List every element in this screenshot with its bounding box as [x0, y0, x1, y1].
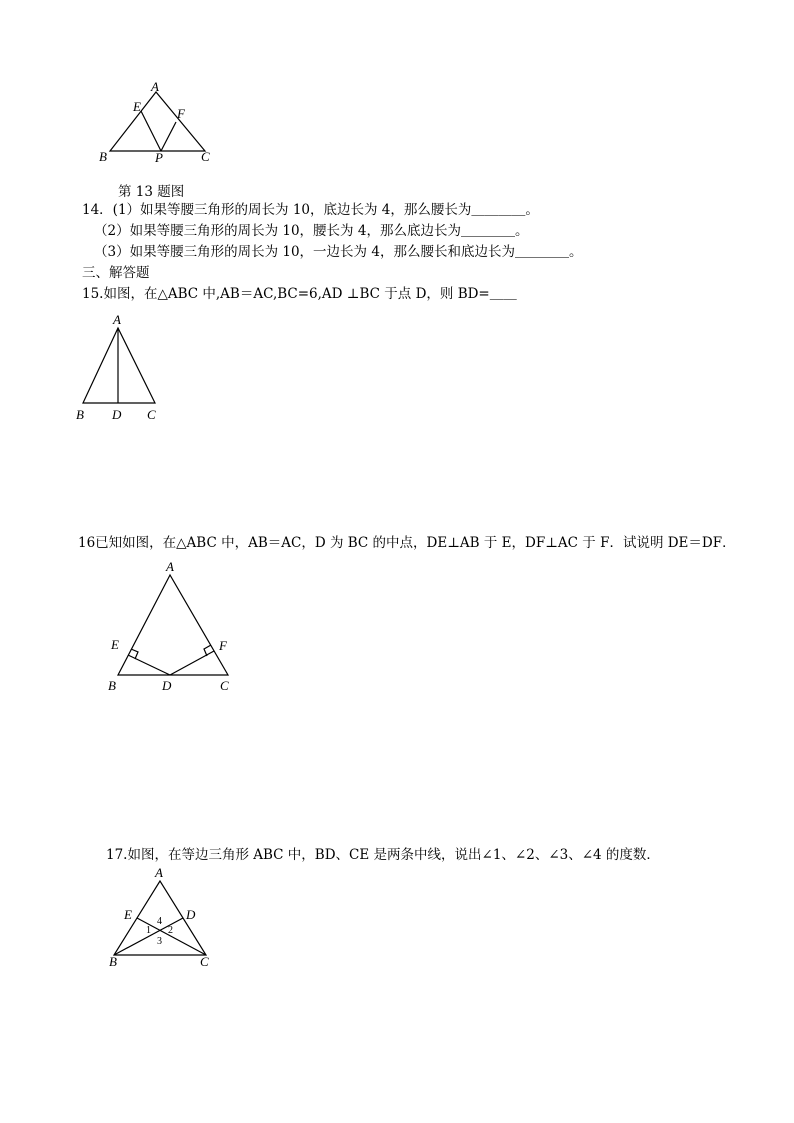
- fig13-label-b: B: [99, 149, 107, 164]
- fig13-caption: 第 13 题图: [118, 184, 185, 200]
- fig15-label-c: C: [147, 407, 156, 422]
- fig17-angle-2: 2: [168, 925, 173, 936]
- fig17-angle-4: 4: [157, 916, 162, 927]
- fig17-label-d: D: [186, 907, 196, 922]
- figure-13: [90, 80, 230, 170]
- fig13-triangle-abc: [110, 92, 205, 151]
- figure-15: [70, 310, 170, 425]
- fig13-label-e: E: [133, 99, 141, 114]
- fig16-label-f: F: [219, 638, 227, 653]
- fig17-label-a: A: [155, 865, 163, 880]
- fig16-label-e: E: [111, 637, 119, 652]
- q17-text: 17.如图，在等边三角形 ABC 中，BD、CE 是两条中线，说出∠1、∠2、∠3、∠4 的度数．: [106, 847, 660, 863]
- fig15-label-d: D: [112, 407, 122, 422]
- figure-16: [100, 555, 250, 700]
- fig15-triangle-abc: [83, 328, 155, 403]
- fig16-label-c: C: [220, 678, 229, 693]
- fig16-triangle-abc: [118, 575, 228, 675]
- fig15-label-a: A: [113, 312, 121, 327]
- fig13-label-f: F: [177, 106, 185, 121]
- q16-text: 16已知如图，在△ABC 中，AB＝AC，D 为 BC 的中点，DE⊥AB 于 E，DF⊥AC 于 F．试说明 DE＝DF．: [78, 535, 736, 551]
- q14-line-3: （3）如果等腰三角形的周长为 10，一边长为 4，那么腰长和底边长为＿＿＿＿。: [94, 244, 583, 260]
- fig13-label-p: P: [155, 150, 163, 165]
- fig17-label-b: B: [109, 954, 117, 969]
- fig13-label-c: C: [201, 149, 210, 164]
- fig16-label-b: B: [108, 678, 116, 693]
- fig16-label-d: D: [162, 678, 172, 693]
- fig17-angle-1: 1: [146, 925, 151, 936]
- fig13-segment-ep: [141, 111, 161, 151]
- section-heading: 三、解答题: [82, 265, 150, 281]
- fig15-label-b: B: [76, 407, 84, 422]
- figure-17: [100, 865, 220, 975]
- fig17-angle-3: 3: [157, 936, 162, 947]
- fig17-label-c: C: [200, 954, 209, 969]
- fig13-label-a: A: [151, 80, 159, 94]
- fig17-label-e: E: [124, 907, 132, 922]
- q14-line-2: （2）如果等腰三角形的周长为 10，腰长为 4，那么底边长为＿＿＿＿。: [94, 223, 529, 239]
- fig16-segment-df: [170, 651, 214, 675]
- fig16-segment-de: [128, 655, 170, 675]
- q15-text: 15.如图，在△ABC 中,AB＝AC,BC=6,AD ⊥BC 于点 D，则 BD=＿＿: [82, 286, 517, 302]
- fig16-label-a: A: [166, 559, 174, 574]
- q14-line-1: 14．(1）如果等腰三角形的周长为 10，底边长为 4，那么腰长为＿＿＿＿。: [82, 202, 539, 218]
- fig13-segment-fp: [161, 122, 176, 151]
